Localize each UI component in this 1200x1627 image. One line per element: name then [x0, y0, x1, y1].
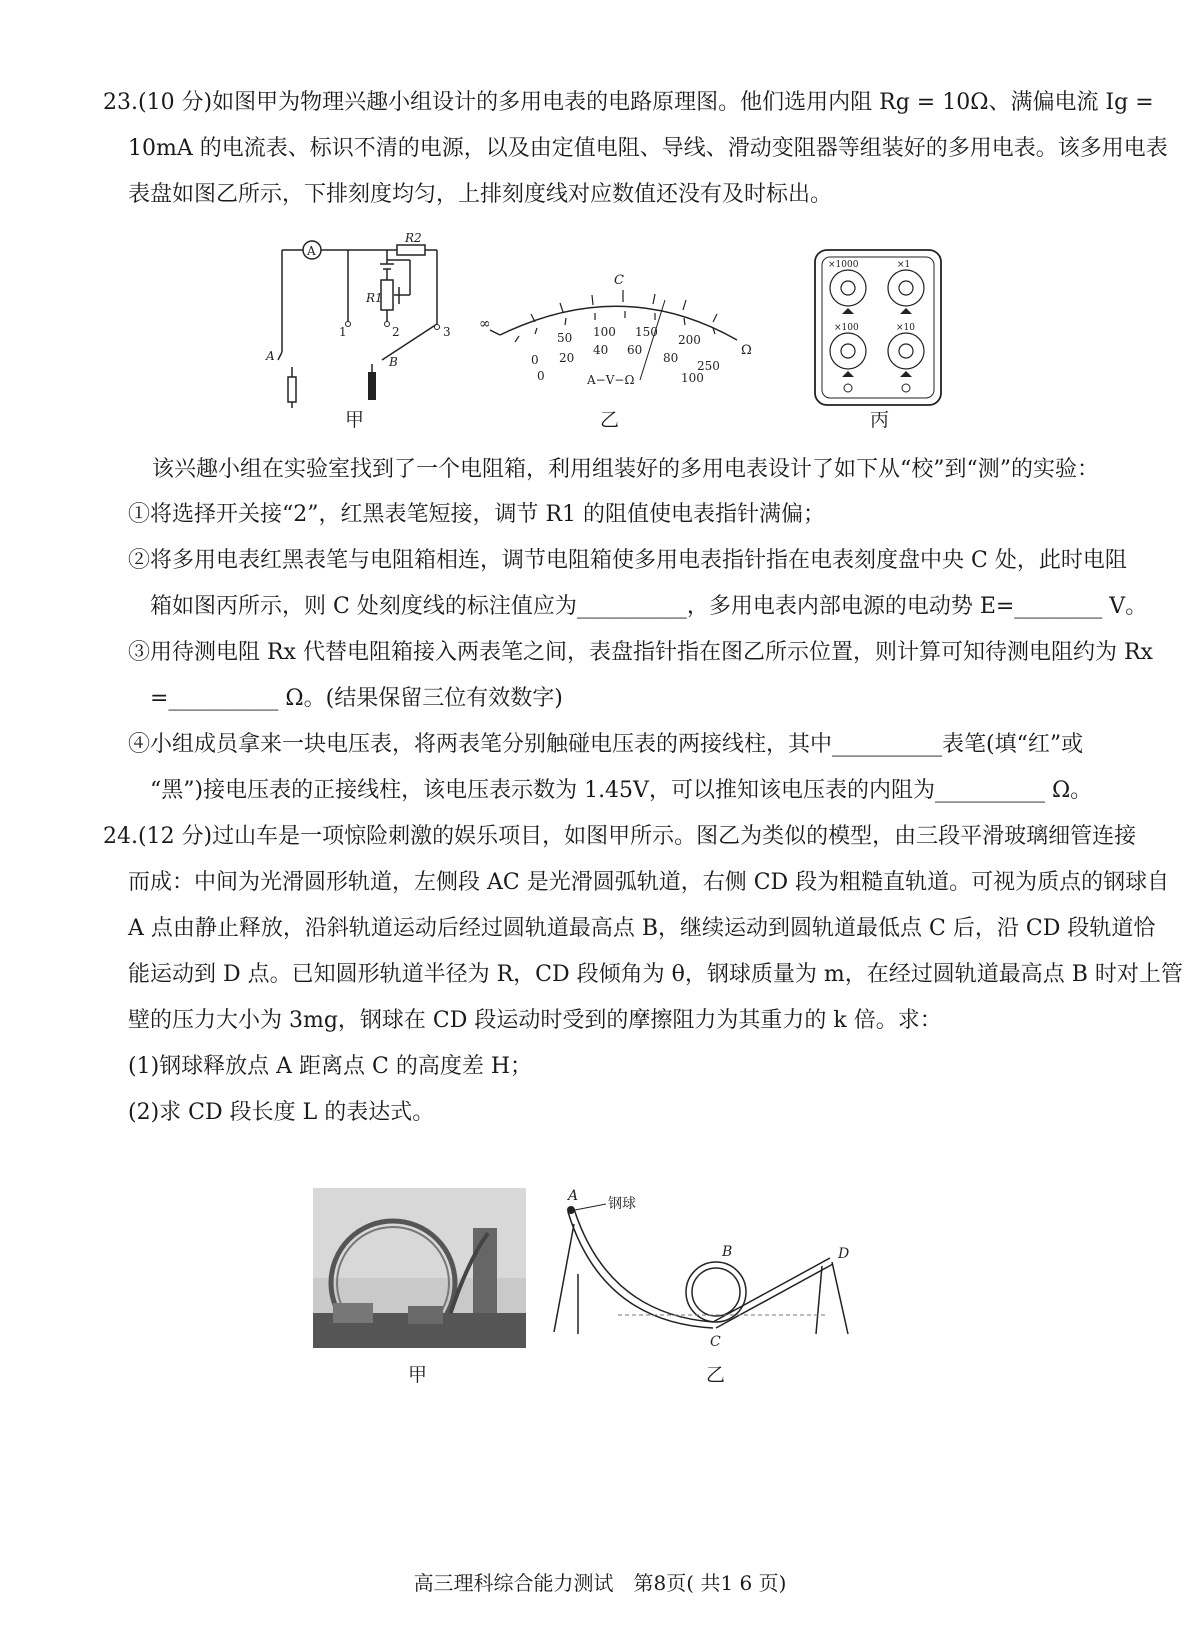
q23-line-3: 表盘如图乙所示，下排刻度均匀，上排刻度线对应数值还没有及时标出。	[128, 182, 833, 207]
scale-row1-150: 150	[635, 325, 658, 339]
probe-a-label: A	[266, 349, 275, 363]
q24-line-2: 而成：中间为光滑圆形轨道，左侧段 AC 是光滑圆弧轨道，右侧 CD 段为粗糙直轨道。可视为质点的钢球自	[128, 870, 1170, 895]
ohm-label: Ω	[741, 343, 752, 358]
q24-sub-2: (2)求 CD 段长度 L 的表达式。	[128, 1100, 435, 1125]
figure-jia-caption: 甲	[345, 409, 365, 431]
r1-label: R1	[366, 291, 383, 305]
roller-coaster-photo	[313, 1188, 526, 1348]
figure-24-jia-caption: 甲	[408, 1364, 428, 1386]
scale-row2-20: 20	[559, 351, 575, 365]
scale-c-label: C	[614, 273, 624, 288]
scale-row2-40: 40	[593, 343, 609, 357]
q24-line-5: 壁的压力大小为 3mg，钢球在 CD 段运动时受到的摩擦阻力为其重力的 k 倍。求：	[128, 1008, 942, 1033]
q24-sub-1: (1)钢球释放点 A 距离点 C 的高度差 H；	[128, 1054, 533, 1079]
q23-step-4-cont: “黑”)接电压表的正接线柱，该电压表示数为 1.45V，可以推知该电压表的内阻为__________ Ω。	[150, 778, 1093, 803]
ammeter-label: A	[307, 244, 316, 258]
q23-line-1: 23.(10 分)如图甲为物理兴趣小组设计的多用电表的电路原理图。他们选用内阻 Rg = 10Ω、满偏电流 Ig =	[103, 90, 1154, 115]
terminal-1-label: 1	[339, 325, 347, 339]
terminal-3-label: 3	[443, 325, 451, 339]
probe-b-label: B	[389, 355, 398, 369]
track-a-label: A	[568, 1188, 579, 1204]
figure-bing-caption: 丙	[870, 409, 890, 431]
scale-row2-60: 60	[627, 343, 643, 357]
q23-step-1: ①将选择开关接“2”，红黑表笔短接，调节 R1 的阻值使电表指针满偏；	[128, 502, 826, 527]
track-model-diagram	[548, 1184, 858, 1349]
scale-row2-80: 80	[663, 351, 679, 365]
zero-label-1: 0	[531, 353, 539, 367]
infinity-label: ∞	[479, 316, 491, 332]
q23-intro: 该兴趣小组在实验室找到了一个电阻箱，利用组装好的多用电表设计了如下从“校”到“测”的实验：	[152, 457, 1099, 482]
track-b-label: B	[722, 1244, 733, 1260]
track-d-label: D	[838, 1246, 850, 1262]
q23-step-2: ②将多用电表红黑表笔与电阻箱相连，调节电阻箱使多用电表指针指在电表刻度盘中央 C 处，此时电阻	[128, 548, 1127, 573]
scale-row1-100: 100	[593, 325, 616, 339]
r2-label: R2	[405, 232, 422, 245]
page-footer: 高三理科综合能力测试 第8页( 共1 6 页)	[413, 1571, 787, 1595]
dial-x1-label: ×1	[897, 260, 911, 270]
track-c-label: C	[710, 1334, 721, 1349]
q24-line-1: 24.(12 分)过山车是一项惊险刺激的娱乐项目，如图甲所示。图乙为类似的模型，由三段平滑玻璃细管连接	[103, 824, 1137, 849]
q23-step-3: ③用待测电阻 Rx 代替电阻箱接入两表笔之间，表盘指针指在图乙所示位置，则计算可知待测电阻约为 Rx	[128, 640, 1153, 665]
q23-step-4: ④小组成员拿来一块电压表，将两表笔分别触碰电压表的两接线柱，其中__________表笔(填“红”或	[128, 732, 1084, 757]
q24-line-3: A 点由静止释放，沿斜轨道运动后经过圆轨道最高点 B，继续运动到圆轨道最低点 C 后，沿 CD 段轨道恰	[128, 916, 1156, 941]
q23-step-2-cont: 箱如图丙所示，则 C 处刻度线的标注值应为__________，多用电表内部电源的电动势 E=________ V。	[150, 594, 1148, 619]
q24-line-4: 能运动到 D 点。已知圆形轨道半径为 R，CD 段倾角为 θ，钢球质量为 m，在经过圆轨道最高点 B 时对上管	[128, 962, 1183, 987]
dial-x10-label: ×10	[896, 323, 915, 333]
steel-ball-label: 钢球	[608, 1196, 636, 1212]
dial-x100-label: ×100	[834, 323, 859, 333]
resistance-box-diagram	[813, 248, 943, 408]
scale-row1-200: 200	[678, 333, 701, 347]
figure-24-yi-caption: 乙	[706, 1364, 726, 1386]
scale-row1-250: 250	[697, 359, 720, 373]
q23-line-2: 10mA 的电流表、标识不清的电源，以及由定值电阻、导线、滑动变阻器等组装好的多用电表。该多用电表	[128, 136, 1168, 161]
figure-yi-caption: 乙	[600, 409, 620, 431]
zero-label-2: 0	[537, 369, 545, 383]
q23-step-3-cont: =__________ Ω。(结果保留三位有效数字)	[150, 686, 563, 711]
dial-x1000-label: ×1000	[828, 260, 859, 270]
terminal-2-label: 2	[392, 325, 400, 339]
circuit-diagram	[262, 232, 462, 412]
scale-row1-50: 50	[557, 331, 573, 345]
meter-scale-diagram	[475, 270, 775, 395]
scale-row2-100: 100	[681, 371, 704, 385]
meter-center-text: A−V−Ω	[587, 373, 635, 387]
